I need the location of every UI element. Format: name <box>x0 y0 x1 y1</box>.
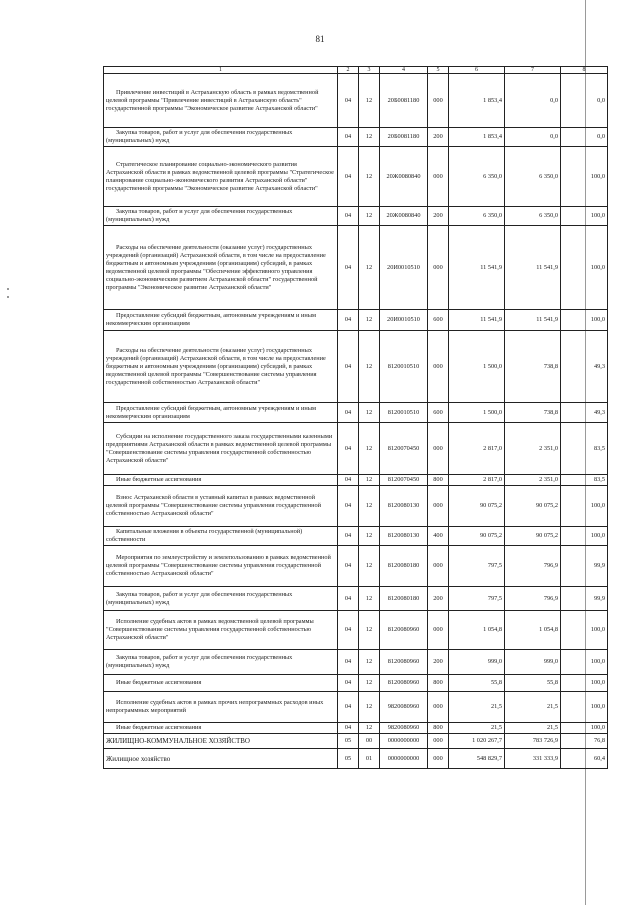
section-code: 04 <box>338 147 359 207</box>
executed-amount: 1 054,8 <box>505 611 561 650</box>
executed-amount: 0,0 <box>505 128 561 147</box>
expense-type-code: 800 <box>428 675 449 692</box>
table-row <box>104 749 608 769</box>
executed-amount: 2 351,0 <box>505 475 561 486</box>
section-code: 04 <box>338 207 359 226</box>
row-name: Взнос Астраханской области в уставный капитал в рамках ведомственной целевой программы "Совершенствование системы управления государственной собственностью Астраханской области" <box>104 486 338 527</box>
executed-amount: 738,8 <box>505 403 561 423</box>
row-name: Капитальные вложения в объекты государственной (муниципальной) собственности <box>104 527 338 546</box>
column-header: 1 <box>104 67 338 74</box>
table-row <box>104 587 608 611</box>
execution-percent: 83,5 <box>561 475 608 486</box>
subsection-code: 12 <box>359 147 380 207</box>
table-row <box>104 423 608 475</box>
target-article-code: 8120070450 <box>380 423 428 475</box>
expense-type-code: 000 <box>428 147 449 207</box>
row-name: Закупка товаров, работ и услуг для обеспечения государственных (муниципальных) нужд <box>104 587 338 611</box>
subsection-code: 12 <box>359 207 380 226</box>
table-row <box>104 74 608 128</box>
section-code: 04 <box>338 486 359 527</box>
page-number: 81 <box>315 34 325 44</box>
planned-amount: 2 817,0 <box>449 475 505 486</box>
row-name: Жилищное хозяйство <box>104 749 338 769</box>
table-row <box>104 128 608 147</box>
expense-type-code: 000 <box>428 74 449 128</box>
executed-amount: 796,9 <box>505 587 561 611</box>
executed-amount: 21,5 <box>505 723 561 734</box>
table-row <box>104 310 608 331</box>
subsection-code: 12 <box>359 486 380 527</box>
row-name: Иные бюджетные ассигнования <box>104 675 338 692</box>
subsection-code: 12 <box>359 226 380 310</box>
row-name: Субсидии на исполнение государственного заказа государственными казенными предприятиями Астраханской области в рамках ведомственной целевой программы "Совершенствование системы управления государственной собственностью Астраханской области" <box>104 423 338 475</box>
planned-amount: 1 020 267,7 <box>449 734 505 749</box>
row-name: Стратегическое планирование социально-экономического развития Астраханской области в рамках ведомственной целевой программы "Стратегическое планирование социально-экономического развития Астраханской области" государственной программы "Экономическое развитие Астраханской области" <box>104 147 338 207</box>
subsection-code: 12 <box>359 546 380 587</box>
target-article-code: 20Ж0080840 <box>380 147 428 207</box>
execution-percent: 49,3 <box>561 331 608 403</box>
subsection-code: 12 <box>359 723 380 734</box>
planned-amount: 55,8 <box>449 675 505 692</box>
execution-percent: 100,0 <box>561 611 608 650</box>
table-row <box>104 527 608 546</box>
section-code: 05 <box>338 749 359 769</box>
table-row <box>104 692 608 723</box>
executed-amount: 11 541,9 <box>505 310 561 331</box>
table-row <box>104 147 608 207</box>
executed-amount: 783 726,9 <box>505 734 561 749</box>
expense-type-code: 600 <box>428 403 449 423</box>
target-article-code: 20И0010510 <box>380 226 428 310</box>
planned-amount: 2 817,0 <box>449 423 505 475</box>
expense-type-code: 800 <box>428 475 449 486</box>
executed-amount: 90 075,2 <box>505 527 561 546</box>
target-article-code: 8120080960 <box>380 611 428 650</box>
column-header: 6 <box>449 67 505 74</box>
expense-type-code: 600 <box>428 310 449 331</box>
execution-percent: 0,0 <box>561 74 608 128</box>
planned-amount: 1 500,0 <box>449 331 505 403</box>
row-name: Расходы на обеспечение деятельности (оказание услуг) государственных учреждений (организаций) Астраханской области, в том числе на предоставление бюджетным и автономным учреждениям (организациям) субсидий, в рамках ведомственной целевой программы "Совершенствование системы управления государственной собственностью Астраханской области" <box>104 331 338 403</box>
scan-speck <box>7 296 9 298</box>
column-header: 8 <box>561 67 608 74</box>
column-header: 3 <box>359 67 380 74</box>
table-row <box>104 675 608 692</box>
target-article-code: 9820080960 <box>380 692 428 723</box>
section-code: 04 <box>338 692 359 723</box>
target-article-code: 8120010510 <box>380 403 428 423</box>
table-row <box>104 734 608 749</box>
subsection-code: 12 <box>359 128 380 147</box>
row-name: Предоставление субсидий бюджетным, автономным учреждениям и иным некоммерческим организациям <box>104 310 338 331</box>
row-name: Предоставление субсидий бюджетным, автономным учреждениям и иным некоммерческим организациям <box>104 403 338 423</box>
target-article-code: 0000000000 <box>380 749 428 769</box>
section-code: 04 <box>338 611 359 650</box>
expense-type-code: 000 <box>428 546 449 587</box>
target-article-code: 8120080180 <box>380 546 428 587</box>
executed-amount: 0,0 <box>505 74 561 128</box>
section-code: 05 <box>338 734 359 749</box>
executed-amount: 6 350,0 <box>505 207 561 226</box>
expense-type-code: 000 <box>428 734 449 749</box>
planned-amount: 548 829,7 <box>449 749 505 769</box>
subsection-code: 12 <box>359 527 380 546</box>
subsection-code: 12 <box>359 74 380 128</box>
expense-type-code: 800 <box>428 723 449 734</box>
executed-amount: 90 075,2 <box>505 486 561 527</box>
execution-percent: 49,3 <box>561 403 608 423</box>
target-article-code: 8120080960 <box>380 675 428 692</box>
planned-amount: 11 541,9 <box>449 226 505 310</box>
executed-amount: 6 350,0 <box>505 147 561 207</box>
target-article-code: 8120010510 <box>380 331 428 403</box>
table-row <box>104 546 608 587</box>
section-code: 04 <box>338 423 359 475</box>
section-code: 04 <box>338 675 359 692</box>
target-article-code: 9820080960 <box>380 723 428 734</box>
section-code: 04 <box>338 546 359 587</box>
section-code: 04 <box>338 587 359 611</box>
execution-percent: 100,0 <box>561 723 608 734</box>
table-row <box>104 207 608 226</box>
expense-type-code: 000 <box>428 226 449 310</box>
table-row <box>104 723 608 734</box>
section-code: 04 <box>338 74 359 128</box>
budget-table <box>103 66 608 769</box>
subsection-code: 12 <box>359 475 380 486</box>
subsection-code: 12 <box>359 310 380 331</box>
planned-amount: 797,5 <box>449 546 505 587</box>
planned-amount: 6 350,0 <box>449 207 505 226</box>
execution-percent: 99,9 <box>561 546 608 587</box>
executed-amount: 738,8 <box>505 331 561 403</box>
column-header: 4 <box>380 67 428 74</box>
section-code: 04 <box>338 331 359 403</box>
planned-amount: 1 500,0 <box>449 403 505 423</box>
section-code: 04 <box>338 403 359 423</box>
column-header: 7 <box>505 67 561 74</box>
planned-amount: 90 075,2 <box>449 486 505 527</box>
planned-amount: 797,5 <box>449 587 505 611</box>
target-article-code: 0000000000 <box>380 734 428 749</box>
row-name: Иные бюджетные ассигнования <box>104 723 338 734</box>
planned-amount: 6 350,0 <box>449 147 505 207</box>
row-name: Мероприятия по землеустройству и землепользованию в рамках ведомственной целевой программы "Совершенствование системы управления государственной собственностью Астраханской области" <box>104 546 338 587</box>
expense-type-code: 000 <box>428 692 449 723</box>
subsection-code: 12 <box>359 403 380 423</box>
row-name: Закупка товаров, работ и услуг для обеспечения государственных (муниципальных) нужд <box>104 207 338 226</box>
subsection-code: 12 <box>359 611 380 650</box>
subsection-code: 12 <box>359 650 380 675</box>
section-code: 04 <box>338 650 359 675</box>
executed-amount: 331 333,9 <box>505 749 561 769</box>
row-name: Расходы на обеспечение деятельности (оказание услуг) государственных учреждений (организаций) Астраханской области, в том числе на предоставление бюджетным и автономным учреждениям (организациям) субсидий, в рамках ведомственной целевой программы "Обеспечение эффективного управления социально-экономическим развитием Астраханской области" государственной программы "Экономическое развитие Астраханской области" <box>104 226 338 310</box>
expense-type-code: 000 <box>428 331 449 403</box>
execution-percent: 76,8 <box>561 734 608 749</box>
execution-percent: 100,0 <box>561 207 608 226</box>
executed-amount: 11 541,9 <box>505 226 561 310</box>
target-article-code: 8120080130 <box>380 527 428 546</box>
expense-type-code: 000 <box>428 486 449 527</box>
execution-percent: 83,5 <box>561 423 608 475</box>
execution-percent: 100,0 <box>561 310 608 331</box>
planned-amount: 1 853,4 <box>449 128 505 147</box>
planned-amount: 1 054,8 <box>449 611 505 650</box>
row-name: Исполнение судебных актов в рамках ведомственной целевой программы "Совершенствование системы управления государственной собственностью Астраханской области" <box>104 611 338 650</box>
section-code: 04 <box>338 128 359 147</box>
row-name: Иные бюджетные ассигнования <box>104 475 338 486</box>
target-article-code: 20Б0081180 <box>380 128 428 147</box>
table-row <box>104 650 608 675</box>
table-row <box>104 486 608 527</box>
table-row <box>104 611 608 650</box>
planned-amount: 21,5 <box>449 692 505 723</box>
execution-percent: 100,0 <box>561 147 608 207</box>
target-article-code: 8120080960 <box>380 650 428 675</box>
expense-type-code: 000 <box>428 423 449 475</box>
column-header: 2 <box>338 67 359 74</box>
expense-type-code: 200 <box>428 207 449 226</box>
section-code: 04 <box>338 723 359 734</box>
target-article-code: 20Б0081180 <box>380 74 428 128</box>
execution-percent: 100,0 <box>561 486 608 527</box>
execution-percent: 60,4 <box>561 749 608 769</box>
row-name: Исполнение судебных актов в рамках прочих непрограммных расходов иных непрограммных мероприятий <box>104 692 338 723</box>
column-header: 5 <box>428 67 449 74</box>
row-name: Закупка товаров, работ и услуг для обеспечения государственных (муниципальных) нужд <box>104 650 338 675</box>
target-article-code: 20И0010510 <box>380 310 428 331</box>
planned-amount: 90 075,2 <box>449 527 505 546</box>
section-code: 04 <box>338 226 359 310</box>
subsection-code: 01 <box>359 749 380 769</box>
expense-type-code: 200 <box>428 128 449 147</box>
executed-amount: 796,9 <box>505 546 561 587</box>
executed-amount: 55,8 <box>505 675 561 692</box>
table-row <box>104 331 608 403</box>
target-article-code: 8120080180 <box>380 587 428 611</box>
execution-percent: 100,0 <box>561 692 608 723</box>
expense-type-code: 000 <box>428 749 449 769</box>
section-code: 04 <box>338 527 359 546</box>
execution-percent: 100,0 <box>561 226 608 310</box>
section-code: 04 <box>338 310 359 331</box>
target-article-code: 20Ж0080840 <box>380 207 428 226</box>
table-row <box>104 403 608 423</box>
planned-amount: 21,5 <box>449 723 505 734</box>
table-header-row <box>104 67 608 74</box>
expense-type-code: 200 <box>428 650 449 675</box>
execution-percent: 100,0 <box>561 650 608 675</box>
subsection-code: 12 <box>359 692 380 723</box>
execution-percent: 0,0 <box>561 128 608 147</box>
subsection-code: 12 <box>359 587 380 611</box>
planned-amount: 11 541,9 <box>449 310 505 331</box>
table-row <box>104 226 608 310</box>
table-row <box>104 475 608 486</box>
expense-type-code: 000 <box>428 611 449 650</box>
row-name: ЖИЛИЩНО-КОММУНАЛЬНОЕ ХОЗЯЙСТВО <box>104 734 338 749</box>
scan-speck <box>7 288 9 290</box>
subsection-code: 12 <box>359 331 380 403</box>
target-article-code: 8120080130 <box>380 486 428 527</box>
execution-percent: 99,9 <box>561 587 608 611</box>
section-code: 04 <box>338 475 359 486</box>
subsection-code: 00 <box>359 734 380 749</box>
row-name: Привлечение инвестиций в Астраханскую область в рамках ведомственной целевой программы "Привлечение инвестиций в Астраханскую область" государственной программы "Экономическое развитие Астраханской области" <box>104 74 338 128</box>
subsection-code: 12 <box>359 675 380 692</box>
planned-amount: 1 853,4 <box>449 74 505 128</box>
executed-amount: 2 351,0 <box>505 423 561 475</box>
planned-amount: 999,0 <box>449 650 505 675</box>
target-article-code: 8120070450 <box>380 475 428 486</box>
executed-amount: 999,0 <box>505 650 561 675</box>
execution-percent: 100,0 <box>561 527 608 546</box>
subsection-code: 12 <box>359 423 380 475</box>
row-name: Закупка товаров, работ и услуг для обеспечения государственных (муниципальных) нужд <box>104 128 338 147</box>
expense-type-code: 200 <box>428 587 449 611</box>
expense-type-code: 400 <box>428 527 449 546</box>
execution-percent: 100,0 <box>561 675 608 692</box>
executed-amount: 21,5 <box>505 692 561 723</box>
